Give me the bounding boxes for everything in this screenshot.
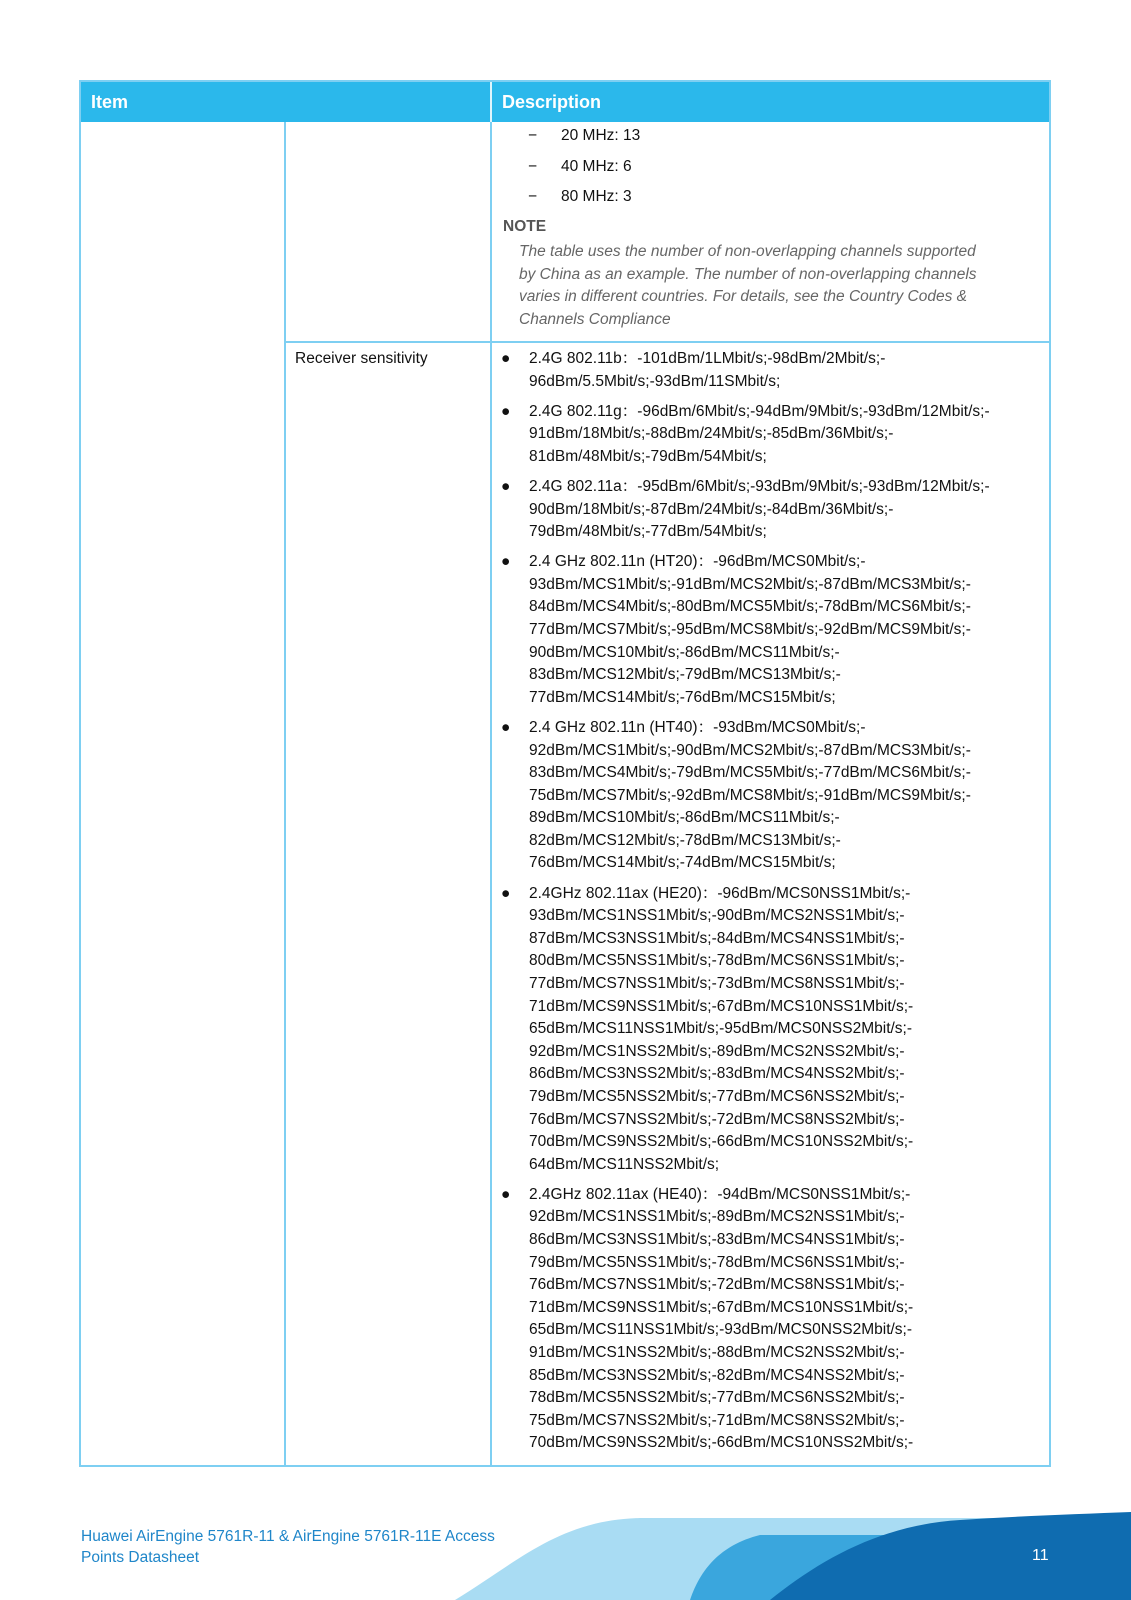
- sensitivity-line: 71dBm/MCS9NSS1Mbit/s;-67dBm/MCS10NSS1Mbit/s;-: [529, 1298, 914, 1316]
- spec-table: [79, 80, 1051, 1467]
- sensitivity-line: 75dBm/MCS7NSS2Mbit/s;-71dBm/MCS8NSS2Mbit/s;-: [529, 1411, 905, 1429]
- sensitivity-line: 79dBm/48Mbit/s;-77dBm/54Mbit/s;: [529, 523, 767, 541]
- sensitivity-line: 2.4G 802.11a：-95dBm/6Mbit/s;-93dBm/9Mbit/s;-93dBm/12Mbit/s;-: [529, 477, 990, 495]
- sensitivity-line: 65dBm/MCS11NSS1Mbit/s;-93dBm/MCS0NSS2Mbit/s;-: [529, 1321, 913, 1339]
- channel-count-item: [528, 156, 1028, 187]
- sensitivity-line: 65dBm/MCS11NSS1Mbit/s;-95dBm/MCS0NSS2Mbit/s;-: [529, 1020, 913, 1038]
- sensitivity-line: 81dBm/48Mbit/s;-79dBm/54Mbit/s;: [529, 447, 767, 465]
- header-description: Description: [502, 92, 602, 112]
- sensitivity-line: 96dBm/5.5Mbit/s;-93dBm/11SMbit/s;: [529, 372, 781, 390]
- sensitivity-item: [501, 476, 1036, 544]
- sensitivity-line: 83dBm/MCS12Mbit/s;-79dBm/MCS13Mbit/s;-: [529, 666, 841, 684]
- note-title: NOTE: [503, 218, 547, 235]
- channel-count-item: [528, 125, 1028, 156]
- sensitivity-line: 2.4GHz 802.11ax (HE40)：-94dBm/MCS0NSS1Mbit/s;-: [529, 1185, 911, 1203]
- sensitivity-line: 79dBm/MCS5NSS1Mbit/s;-78dBm/MCS6NSS1Mbit/s;-: [529, 1253, 905, 1271]
- sensitivity-line: 75dBm/MCS7Mbit/s;-92dBm/MCS8Mbit/s;-91dBm/MCS9Mbit/s;-: [529, 786, 971, 804]
- sensitivity-line: 77dBm/MCS7NSS1Mbit/s;-73dBm/MCS8NSS1Mbit/s;-: [529, 974, 905, 992]
- page-number: 11: [1032, 1547, 1049, 1564]
- sensitivity-line: 71dBm/MCS9NSS1Mbit/s;-67dBm/MCS10NSS1Mbit/s;-: [529, 997, 914, 1015]
- channel-count-text: 20 MHz: 13: [561, 127, 641, 144]
- sensitivity-line: 64dBm/MCS11NSS2Mbit/s;: [529, 1155, 720, 1173]
- sensitivity-line: 2.4G 802.11g：-96dBm/6Mbit/s;-94dBm/9Mbit/s;-93dBm/12Mbit/s;-: [529, 402, 990, 420]
- sensitivity-item: [501, 401, 1036, 469]
- footer-document-title: [81, 1526, 551, 1568]
- note-line: Channels Compliance: [519, 310, 671, 328]
- channel-count-item: [528, 186, 1028, 217]
- footer-title-line-2: Points Datasheet: [81, 1549, 200, 1566]
- header-divider: [490, 82, 492, 122]
- channel-count-text: 80 MHz: 3: [561, 188, 632, 205]
- sensitivity-line: 76dBm/MCS7NSS1Mbit/s;-72dBm/MCS8NSS1Mbit/s;-: [529, 1276, 905, 1294]
- bullet-dot-icon: ●: [501, 718, 511, 736]
- sensitivity-line: 70dBm/MCS9NSS2Mbit/s;-66dBm/MCS10NSS2Mbit/s;-: [529, 1133, 914, 1151]
- sensitivity-item: [501, 883, 1036, 1177]
- sensitivity-line: 70dBm/MCS9NSS2Mbit/s;-66dBm/MCS10NSS2Mbit/s;-: [529, 1434, 914, 1452]
- dash-marker: −: [528, 127, 538, 144]
- sensitivity-line: 77dBm/MCS7Mbit/s;-95dBm/MCS8Mbit/s;-92dBm/MCS9Mbit/s;-: [529, 621, 971, 639]
- sensitivity-line: 85dBm/MCS3NSS2Mbit/s;-82dBm/MCS4NSS2Mbit/s;-: [529, 1366, 905, 1384]
- bullet-dot-icon: ●: [501, 884, 511, 902]
- footer-title-line-1: Huawei AirEngine 5761R-11 & AirEngine 5761R-11E Access: [81, 1528, 495, 1545]
- sensitivity-line: 92dBm/MCS1Mbit/s;-90dBm/MCS2Mbit/s;-87dBm/MCS3Mbit/s;-: [529, 741, 971, 759]
- sensitivity-line: 2.4 GHz 802.11n (HT20)：-96dBm/MCS0Mbit/s;-: [529, 553, 866, 571]
- note-line: varies in different countries. For details, see the Country Codes &: [519, 288, 967, 306]
- dash-marker: −: [528, 188, 538, 205]
- bullet-dot-icon: ●: [501, 402, 511, 420]
- sensitivity-line: 84dBm/MCS4Mbit/s;-80dBm/MCS5Mbit/s;-78dBm/MCS6Mbit/s;-: [529, 598, 971, 616]
- bullet-dot-icon: ●: [501, 553, 511, 571]
- sensitivity-line: 77dBm/MCS14Mbit/s;-76dBm/MCS15Mbit/s;: [529, 688, 836, 706]
- sensitivity-line: 93dBm/MCS1Mbit/s;-91dBm/MCS2Mbit/s;-87dBm/MCS3Mbit/s;-: [529, 575, 971, 593]
- sensitivity-item: [501, 348, 1036, 393]
- sensitivity-line: 90dBm/MCS10Mbit/s;-86dBm/MCS11Mbit/s;-: [529, 643, 840, 661]
- receiver-sensitivity-list: [501, 348, 1036, 1462]
- channel-count-text: 40 MHz: 6: [561, 157, 632, 175]
- sensitivity-line: 79dBm/MCS5NSS2Mbit/s;-77dBm/MCS6NSS2Mbit/s;-: [529, 1087, 905, 1105]
- sensitivity-line: 83dBm/MCS4Mbit/s;-79dBm/MCS5Mbit/s;-77dBm/MCS6Mbit/s;-: [529, 764, 971, 782]
- sensitivity-line: 76dBm/MCS7NSS2Mbit/s;-72dBm/MCS8NSS2Mbit/s;-: [529, 1110, 905, 1128]
- column-divider-1: [284, 122, 286, 1465]
- sensitivity-line: 86dBm/MCS3NSS2Mbit/s;-83dBm/MCS4NSS2Mbit/s;-: [529, 1065, 905, 1083]
- sensitivity-item: [501, 717, 1036, 875]
- sensitivity-item: [501, 1184, 1036, 1455]
- sensitivity-line: 92dBm/MCS1NSS1Mbit/s;-89dBm/MCS2NSS1Mbit/s;-: [529, 1208, 905, 1226]
- row-divider: [286, 341, 1049, 343]
- note-line: The table uses the number of non-overlapping channels supported: [519, 243, 976, 260]
- sensitivity-line: 2.4G 802.11b：-101dBm/1LMbit/s;-98dBm/2Mbit/s;-: [529, 350, 886, 367]
- sensitivity-line: 91dBm/18Mbit/s;-88dBm/24Mbit/s;-85dBm/36Mbit/s;-: [529, 425, 894, 443]
- dash-marker: −: [528, 157, 538, 175]
- receiver-sensitivity-label: Receiver sensitivity: [295, 350, 428, 367]
- sensitivity-line: 91dBm/MCS1NSS2Mbit/s;-88dBm/MCS2NSS2Mbit/s;-: [529, 1343, 905, 1361]
- sensitivity-item: [501, 551, 1036, 709]
- bullet-dot-icon: ●: [501, 477, 511, 495]
- bullet-dot-icon: ●: [501, 350, 511, 367]
- bullet-dot-icon: ●: [501, 1185, 511, 1203]
- column-divider-2: [490, 122, 492, 1465]
- sensitivity-line: 76dBm/MCS14Mbit/s;-74dBm/MCS15Mbit/s;: [529, 854, 836, 872]
- sensitivity-line: 80dBm/MCS5NSS1Mbit/s;-78dBm/MCS6NSS1Mbit/s;-: [529, 952, 905, 970]
- sensitivity-line: 2.4 GHz 802.11n (HT40)：-93dBm/MCS0Mbit/s;-: [529, 718, 866, 736]
- sensitivity-line: 86dBm/MCS3NSS1Mbit/s;-83dBm/MCS4NSS1Mbit/s;-: [529, 1230, 905, 1248]
- table-header: [81, 82, 1049, 122]
- sensitivity-line: 92dBm/MCS1NSS2Mbit/s;-89dBm/MCS2NSS2Mbit/s;-: [529, 1042, 905, 1060]
- sensitivity-line: 90dBm/18Mbit/s;-87dBm/24Mbit/s;-84dBm/36Mbit/s;-: [529, 500, 894, 518]
- sensitivity-line: 78dBm/MCS5NSS2Mbit/s;-77dBm/MCS6NSS2Mbit/s;-: [529, 1389, 905, 1407]
- sensitivity-line: 2.4GHz 802.11ax (HE20)：-96dBm/MCS0NSS1Mbit/s;-: [529, 884, 911, 902]
- sensitivity-line: 82dBm/MCS12Mbit/s;-78dBm/MCS13Mbit/s;-: [529, 831, 841, 849]
- sensitivity-line: 93dBm/MCS1NSS1Mbit/s;-90dBm/MCS2NSS1Mbit/s;-: [529, 907, 905, 925]
- header-item: Item: [91, 92, 129, 112]
- note-line: by China as an example. The number of non-overlapping channels: [519, 265, 977, 283]
- sensitivity-line: 89dBm/MCS10Mbit/s;-86dBm/MCS11Mbit/s;-: [529, 809, 840, 827]
- note-body: [519, 241, 1024, 331]
- channel-count-list: [528, 125, 1028, 217]
- sensitivity-line: 87dBm/MCS3NSS1Mbit/s;-84dBm/MCS4NSS1Mbit/s;-: [529, 929, 905, 947]
